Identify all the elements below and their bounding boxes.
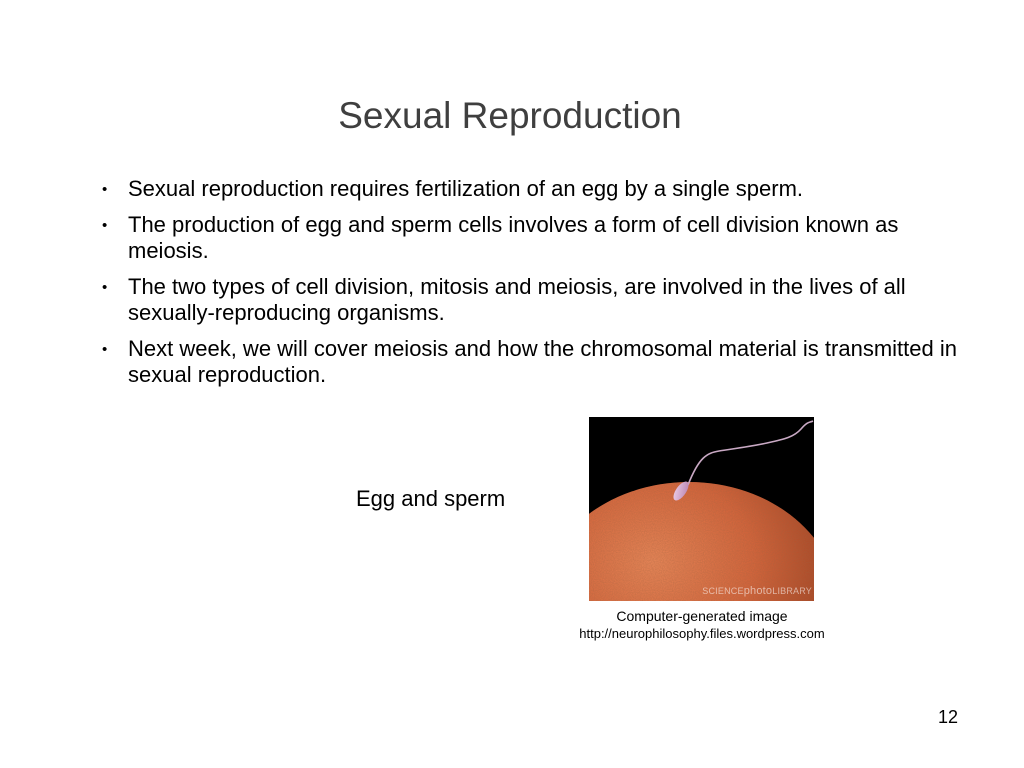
page-number: 12 — [938, 707, 959, 727]
bullet-item — [98, 212, 958, 264]
image-caption: Computer-generated image — [616, 608, 788, 624]
image-label: Egg and sperm — [356, 486, 506, 511]
egg-sperm-illustration — [589, 417, 814, 601]
bullet-dot: • — [102, 217, 108, 234]
bullet-item — [98, 274, 958, 326]
bullet-item — [98, 336, 958, 388]
bullet-text: The two types of cell division, mitosis and meiosis, are involved in the lives of all sexually-reproducing organisms. — [128, 274, 906, 325]
egg-sperm-image — [589, 417, 814, 601]
bullet-text: The production of egg and sperm cells involves a form of cell division known as meiosis. — [128, 212, 899, 263]
image-source: http://neurophilosophy.files.wordpress.com — [579, 626, 825, 641]
bullet-dot: • — [102, 341, 108, 358]
bullet-text: Sexual reproduction requires fertilization of an egg by a single sperm. — [128, 176, 804, 201]
image-watermark — [702, 585, 812, 597]
watermark-part: LIBRARY — [772, 586, 812, 596]
slide-title: Sexual Reproduction — [338, 95, 682, 136]
watermark-part: photo — [743, 585, 773, 597]
bullet-dot: • — [102, 279, 108, 296]
bullet-list — [98, 176, 958, 398]
bullet-dot: • — [102, 181, 108, 198]
bullet-item — [98, 176, 958, 202]
bullet-text: Next week, we will cover meiosis and how the chromosomal material is transmitted in sexual reproduction. — [128, 336, 957, 387]
watermark-part: SCIENCE — [702, 586, 744, 596]
